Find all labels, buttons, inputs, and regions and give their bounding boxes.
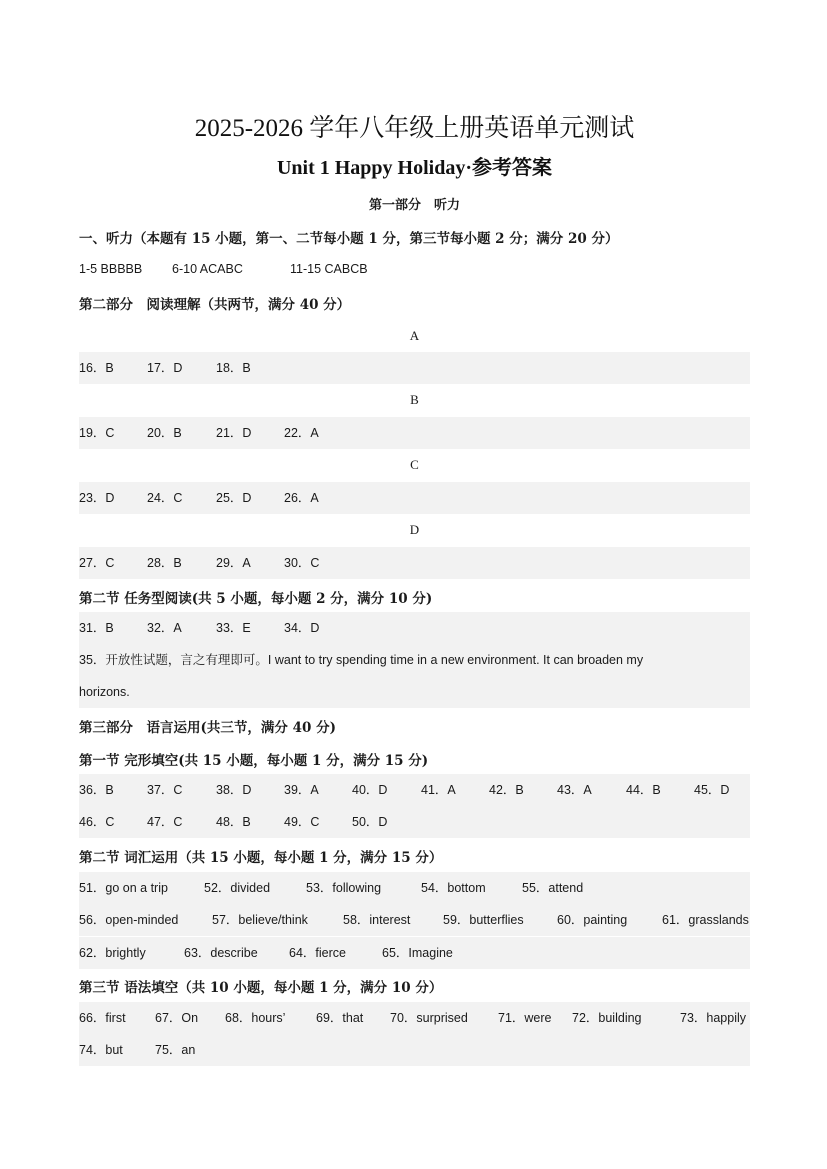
- answer: 73．happily: [680, 1011, 747, 1025]
- answer: 28．B: [147, 556, 182, 570]
- answer-row: [79, 937, 750, 969]
- answer: 20．B: [147, 426, 182, 440]
- answer: 25．D: [216, 491, 252, 505]
- answer: 34．D: [284, 621, 320, 635]
- answer-row: [79, 352, 750, 384]
- answer-row: [79, 904, 750, 936]
- answer: 75．an: [155, 1043, 196, 1057]
- passage-letter-a: A: [409, 328, 420, 343]
- answer: 26．A: [284, 491, 319, 505]
- open-answer-line: [79, 644, 750, 676]
- answer-row: [79, 806, 750, 838]
- passage-letter-d: D: [409, 522, 420, 537]
- document-subtitle: Unit 1 Happy Holiday·参考答案: [276, 157, 553, 179]
- answer: 71．were: [498, 1011, 552, 1025]
- answer: 45．D: [694, 783, 730, 797]
- answer: 58．interest: [343, 913, 411, 927]
- answer: 29．A: [216, 556, 251, 570]
- answer: 32．A: [147, 621, 182, 635]
- listening-heading: 一、听力（本题有 15 小题，第一、二节每小题 1 分，第三节每小题 2 分；满分 20 分）: [79, 231, 619, 247]
- answer: 72．building: [572, 1011, 642, 1025]
- answer: 52．divided: [204, 881, 271, 895]
- answer: 36．B: [79, 783, 114, 797]
- answer: 74．but: [79, 1043, 123, 1057]
- answer: 18．B: [216, 361, 251, 375]
- answer-row: [79, 547, 750, 579]
- answer: 22．A: [284, 426, 319, 440]
- answer: 44．B: [626, 783, 661, 797]
- answer-row: [79, 612, 750, 644]
- grammar-heading: 第三节 语法填空（共 10 小题，每小题 1 分，满分 10 分）: [79, 980, 443, 996]
- answer: 70．surprised: [390, 1011, 468, 1025]
- answer: 23．D: [79, 491, 115, 505]
- answer: 60．painting: [557, 913, 628, 927]
- passage-letter-c: C: [410, 457, 419, 472]
- answer: 53．following: [306, 881, 382, 895]
- answer-row: [79, 872, 750, 904]
- answer: 30．C: [284, 556, 320, 570]
- answer-group: 11-15 CABCB: [290, 262, 368, 276]
- answer: 33．E: [216, 621, 251, 635]
- language-use-heading: 第三部分 语言运用(共三节，满分 40 分): [79, 720, 336, 736]
- reading-heading: 第二部分 阅读理解（共两节，满分 40 分）: [79, 297, 351, 313]
- answer: 43．A: [557, 783, 592, 797]
- answer: 62．brightly: [79, 946, 146, 960]
- answer: 49．C: [284, 815, 320, 829]
- answer-row: [79, 417, 750, 449]
- answer: 27．C: [79, 556, 115, 570]
- answer-row: [79, 1002, 750, 1034]
- answer: 19．C: [79, 426, 115, 440]
- answer: 67．On: [155, 1011, 199, 1025]
- task-reading-heading: 第二节 任务型阅读(共 5 小题，每小题 2 分，满分 10 分): [79, 591, 433, 607]
- answer: 41．A: [421, 783, 456, 797]
- document-title: 2025-2026 学年八年级上册英语单元测试: [194, 115, 635, 142]
- answer: 42．B: [489, 783, 524, 797]
- open-answer-text: 35．开放性试题，言之有理即可。I want to try spending time in a new environment. It can broaden my: [79, 653, 644, 667]
- answer: 64．fierce: [289, 946, 346, 960]
- vocabulary-heading: 第二节 词汇运用（共 15 小题，每小题 1 分，满分 15 分）: [79, 850, 443, 866]
- answer: 54．bottom: [421, 881, 486, 895]
- answer: 57．believe/think: [212, 913, 308, 927]
- answer: 48．B: [216, 815, 251, 829]
- answer-row: [79, 482, 750, 514]
- open-answer-line: [79, 676, 750, 708]
- answer: 16．B: [79, 361, 114, 375]
- answer: 46．C: [79, 815, 115, 829]
- answer: 61．grasslands: [662, 913, 749, 927]
- answer: 56．open-minded: [79, 913, 179, 927]
- answer: 31．B: [79, 621, 114, 635]
- answer: 55．attend: [522, 881, 584, 895]
- answer: 50．D: [352, 815, 388, 829]
- answer: 38．D: [216, 783, 252, 797]
- cloze-heading: 第一节 完形填空(共 15 小题，每小题 1 分，满分 15 分): [79, 753, 429, 769]
- answer: 39．A: [284, 783, 319, 797]
- answer: 21．D: [216, 426, 252, 440]
- answer: 63．describe: [184, 946, 258, 960]
- answer: 47．C: [147, 815, 183, 829]
- answer-row: [79, 1034, 750, 1066]
- passage-letter-b: B: [410, 392, 419, 407]
- answer: 24．C: [147, 491, 183, 505]
- answer: 69．that: [316, 1011, 364, 1025]
- answer: 59．butterflies: [443, 913, 524, 927]
- answer: 40．D: [352, 783, 388, 797]
- open-answer-text: horizons.: [79, 685, 130, 699]
- answer: 37．C: [147, 783, 183, 797]
- answer: 66．first: [79, 1011, 126, 1025]
- answer: 51．go on a trip: [79, 881, 168, 895]
- answer-group: 1-5 BBBBB: [79, 262, 143, 276]
- answer-group: 6-10 ACABC: [172, 262, 243, 276]
- answer: 17．D: [147, 361, 183, 375]
- part1-label: 第一部分 听力: [368, 198, 460, 213]
- answer-row: [79, 774, 750, 806]
- answer: 68．hours’: [225, 1011, 286, 1025]
- answer: 65．Imagine: [382, 946, 453, 960]
